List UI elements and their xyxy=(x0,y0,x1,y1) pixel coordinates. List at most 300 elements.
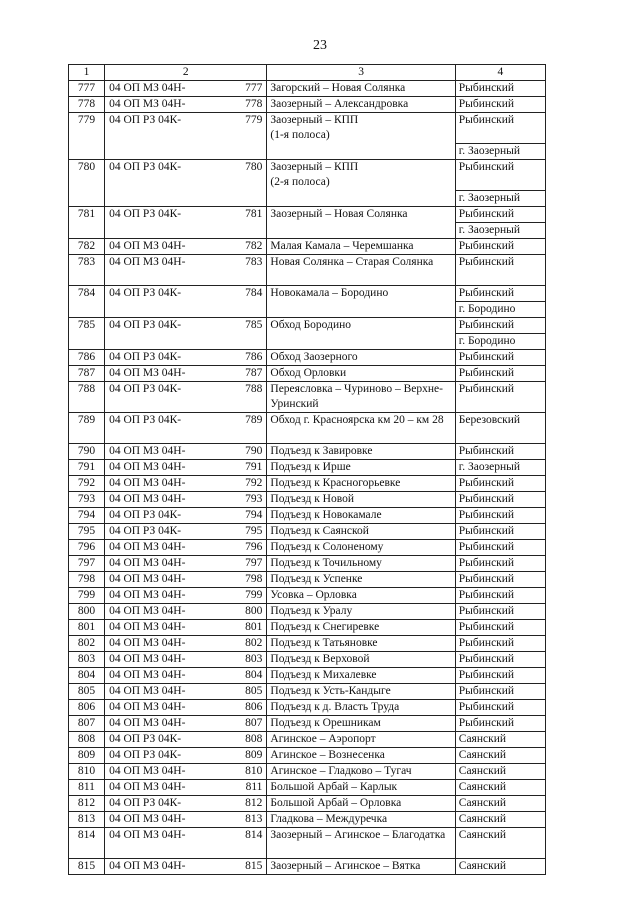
road-name: Новая Солянка – Старая Солянка xyxy=(267,255,455,286)
road-code-cell xyxy=(105,796,267,812)
road-code: 04 ОП РЗ 04К- xyxy=(109,287,182,299)
road-code: 04 ОП РЗ 04К- xyxy=(109,114,182,126)
district-cell xyxy=(455,113,545,160)
road-code: 04 ОП РЗ 04К- xyxy=(109,733,182,745)
table-row xyxy=(69,556,546,572)
road-name: Обход Бородино xyxy=(267,318,455,350)
table-row xyxy=(69,732,546,748)
district-cell xyxy=(455,572,545,588)
road-code-cell xyxy=(105,460,267,476)
row-number: 804 xyxy=(69,668,105,684)
district-cell xyxy=(455,540,545,556)
road-code-cell xyxy=(105,652,267,668)
row-number: 786 xyxy=(69,350,105,366)
district: Саянский xyxy=(458,797,506,809)
district-cell xyxy=(455,508,545,524)
table-row xyxy=(69,812,546,828)
road-name: Подъезд к Красногорьевке xyxy=(267,476,455,492)
table-row xyxy=(69,524,546,540)
district-cell xyxy=(455,97,545,113)
district: г. Заозерный xyxy=(458,461,520,473)
table-row xyxy=(69,636,546,652)
row-number: 815 xyxy=(69,859,105,875)
road-code-number: 791 xyxy=(245,461,263,473)
road-name: Большой Арбай – Карлык xyxy=(267,780,455,796)
road-code: 04 ОП МЗ 04Н- xyxy=(109,573,186,585)
road-code: 04 ОП МЗ 04Н- xyxy=(109,461,186,473)
road-code-cell xyxy=(105,318,267,350)
road-name: Агинское – Гладково – Тугач xyxy=(267,764,455,780)
row-number: 784 xyxy=(69,286,105,318)
road-code-number: 790 xyxy=(245,445,263,457)
district-cell xyxy=(455,588,545,604)
road-code: 04 ОП МЗ 04Н- xyxy=(109,765,186,777)
table-row xyxy=(69,113,546,160)
table-row xyxy=(69,572,546,588)
table-row xyxy=(69,366,546,382)
district-cell xyxy=(455,668,545,684)
row-number: 806 xyxy=(69,700,105,716)
road-name: Подъезд к Михалевке xyxy=(267,668,455,684)
road-name: Подъезд к Орешникам xyxy=(267,716,455,732)
district-cell xyxy=(455,859,545,875)
row-number: 793 xyxy=(69,492,105,508)
district: Рыбинский xyxy=(458,653,515,665)
road-name: Подъезд к Солоненому xyxy=(267,540,455,556)
table-row xyxy=(69,255,546,286)
row-number: 798 xyxy=(69,572,105,588)
road-code: 04 ОП МЗ 04Н- xyxy=(109,98,186,110)
road-code: 04 ОП МЗ 04Н- xyxy=(109,256,186,268)
road-code-number: 794 xyxy=(245,509,263,521)
row-number: 785 xyxy=(69,318,105,350)
road-code: 04 ОП РЗ 04К- xyxy=(109,208,182,220)
table-row xyxy=(69,684,546,700)
road-code-number: 800 xyxy=(245,605,263,617)
road-name: Подъезд к Успенке xyxy=(267,572,455,588)
road-code-number: 780 xyxy=(245,161,263,173)
district: Рыбинский xyxy=(456,113,545,144)
road-code-number: 793 xyxy=(245,493,263,505)
district-secondary: г. Заозерный xyxy=(458,145,520,157)
road-code: 04 ОП РЗ 04К- xyxy=(109,319,182,331)
road-name: Переясловка – Чуриново – Верхне-Уринский xyxy=(267,382,455,413)
district-cell xyxy=(455,413,545,444)
road-code-cell xyxy=(105,828,267,859)
district: Рыбинский xyxy=(456,318,545,334)
road-name: Заозерный – КПП (2-я полоса) xyxy=(267,160,455,207)
road-code-cell xyxy=(105,604,267,620)
district-cell xyxy=(455,318,545,350)
district: Рыбинский xyxy=(458,367,515,379)
district-cell xyxy=(455,636,545,652)
road-code-number: 782 xyxy=(245,240,263,252)
district-cell xyxy=(455,286,545,318)
road-code-cell xyxy=(105,81,267,97)
district: Рыбинский xyxy=(458,477,515,489)
road-name: Заозерный – КПП (1-я полоса) xyxy=(267,113,455,160)
column-header-4: 4 xyxy=(455,65,545,81)
road-code-cell xyxy=(105,700,267,716)
district: Саянский xyxy=(458,733,506,745)
district: Саянский xyxy=(458,749,506,761)
district-secondary: г. Заозерный xyxy=(458,224,520,236)
row-number: 803 xyxy=(69,652,105,668)
row-number: 782 xyxy=(69,239,105,255)
road-code: 04 ОП МЗ 04Н- xyxy=(109,781,186,793)
road-code-cell xyxy=(105,508,267,524)
district-cell xyxy=(455,812,545,828)
district-secondary: г. Бородино xyxy=(458,335,516,347)
row-number: 800 xyxy=(69,604,105,620)
road-name: Заозерный – Агинское – Благодатка xyxy=(267,828,455,859)
district: Рыбинский xyxy=(458,669,515,681)
road-name: Малая Камала – Черемшанка xyxy=(267,239,455,255)
road-code-cell xyxy=(105,524,267,540)
table-row xyxy=(69,286,546,318)
column-header-2: 2 xyxy=(105,65,267,81)
row-number: 795 xyxy=(69,524,105,540)
road-code: 04 ОП МЗ 04Н- xyxy=(109,860,186,872)
road-code-number: 810 xyxy=(245,765,263,777)
district-cell xyxy=(455,460,545,476)
district: Рыбинский xyxy=(458,82,515,94)
road-code: 04 ОП РЗ 04К- xyxy=(109,161,182,173)
road-code-number: 804 xyxy=(245,669,263,681)
road-code-number: 797 xyxy=(245,557,263,569)
table-row xyxy=(69,700,546,716)
road-code-number: 815 xyxy=(245,860,263,872)
district-cell xyxy=(455,160,545,207)
district: Рыбинский xyxy=(458,573,515,585)
row-number: 802 xyxy=(69,636,105,652)
road-code: 04 ОП МЗ 04Н- xyxy=(109,621,186,633)
road-code: 04 ОП РЗ 04К- xyxy=(109,414,182,426)
district-cell xyxy=(455,828,545,859)
road-code: 04 ОП МЗ 04Н- xyxy=(109,477,186,489)
table-row xyxy=(69,160,546,207)
road-name: Обход г. Красноярска км 20 – км 28 xyxy=(267,413,455,444)
row-number: 788 xyxy=(69,382,105,413)
district: Рыбинский xyxy=(458,541,515,553)
road-name: Обход Заозерного xyxy=(267,350,455,366)
road-name: Подъезд к Ирше xyxy=(267,460,455,476)
road-code-cell xyxy=(105,812,267,828)
road-code-cell xyxy=(105,350,267,366)
district: Рыбинский xyxy=(458,509,515,521)
district: Саянский xyxy=(458,829,506,841)
road-code-cell xyxy=(105,764,267,780)
road-code-number: 809 xyxy=(245,749,263,761)
road-name: Подъезд к Завировке xyxy=(267,444,455,460)
row-number: 810 xyxy=(69,764,105,780)
district-cell xyxy=(455,366,545,382)
road-code-number: 802 xyxy=(245,637,263,649)
table-row xyxy=(69,81,546,97)
road-code: 04 ОП МЗ 04Н- xyxy=(109,493,186,505)
district: Рыбинский xyxy=(456,286,545,302)
district: Рыбинский xyxy=(458,240,515,252)
column-header-3: 3 xyxy=(267,65,455,81)
district: Рыбинский xyxy=(458,605,515,617)
road-code: 04 ОП РЗ 04К- xyxy=(109,509,182,521)
road-code: 04 ОП РЗ 04К- xyxy=(109,749,182,761)
road-code-number: 792 xyxy=(245,477,263,489)
road-name: Подъезд к Новокамале xyxy=(267,508,455,524)
district: Саянский xyxy=(458,781,506,793)
row-number: 799 xyxy=(69,588,105,604)
road-code: 04 ОП МЗ 04Н- xyxy=(109,82,186,94)
row-number: 783 xyxy=(69,255,105,286)
road-code: 04 ОП МЗ 04Н- xyxy=(109,685,186,697)
row-number: 797 xyxy=(69,556,105,572)
road-code-number: 786 xyxy=(245,351,263,363)
district: Саянский xyxy=(458,860,506,872)
road-name: Усовка – Орловка xyxy=(267,588,455,604)
road-code-number: 781 xyxy=(245,208,263,220)
table-header-row xyxy=(69,65,546,81)
road-code-number: 807 xyxy=(245,717,263,729)
district-cell xyxy=(455,748,545,764)
district-cell xyxy=(455,524,545,540)
district-cell xyxy=(455,476,545,492)
road-code-number: 778 xyxy=(245,98,263,110)
road-code: 04 ОП МЗ 04Н- xyxy=(109,637,186,649)
road-code-cell xyxy=(105,113,267,160)
table-row xyxy=(69,620,546,636)
table-row xyxy=(69,476,546,492)
road-code-cell xyxy=(105,160,267,207)
table-row xyxy=(69,828,546,859)
table-row xyxy=(69,764,546,780)
road-code-cell xyxy=(105,382,267,413)
road-name: Агинское – Аэропорт xyxy=(267,732,455,748)
road-name: Подъезд к Уралу xyxy=(267,604,455,620)
district-cell xyxy=(455,764,545,780)
district-cell xyxy=(455,620,545,636)
road-code-cell xyxy=(105,556,267,572)
district-cell xyxy=(455,700,545,716)
road-code: 04 ОП МЗ 04Н- xyxy=(109,445,186,457)
row-number: 790 xyxy=(69,444,105,460)
row-number: 814 xyxy=(69,828,105,859)
row-number: 807 xyxy=(69,716,105,732)
road-code-cell xyxy=(105,859,267,875)
road-name: Заозерный – Агинское – Вятка xyxy=(267,859,455,875)
road-code-cell xyxy=(105,716,267,732)
row-number: 792 xyxy=(69,476,105,492)
road-name: Подъезд к Новой xyxy=(267,492,455,508)
row-number: 796 xyxy=(69,540,105,556)
row-number: 780 xyxy=(69,160,105,207)
road-code: 04 ОП МЗ 04Н- xyxy=(109,813,186,825)
district-cell xyxy=(455,255,545,286)
row-number: 809 xyxy=(69,748,105,764)
district-cell xyxy=(455,382,545,413)
row-number: 805 xyxy=(69,684,105,700)
district-secondary: г. Заозерный xyxy=(458,192,520,204)
district: Рыбинский xyxy=(456,207,545,223)
road-code-number: 799 xyxy=(245,589,263,601)
road-code-number: 787 xyxy=(245,367,263,379)
road-code: 04 ОП МЗ 04Н- xyxy=(109,589,186,601)
road-code-number: 796 xyxy=(245,541,263,553)
road-code-number: 808 xyxy=(245,733,263,745)
table-row xyxy=(69,716,546,732)
table-row xyxy=(69,239,546,255)
road-name: Агинское – Вознесенка xyxy=(267,748,455,764)
district: Рыбинский xyxy=(458,557,515,569)
district: Рыбинский xyxy=(458,701,515,713)
road-code-cell xyxy=(105,780,267,796)
road-code-cell xyxy=(105,540,267,556)
road-code: 04 ОП РЗ 04К- xyxy=(109,351,182,363)
table-row xyxy=(69,652,546,668)
district: Березовский xyxy=(458,414,521,426)
road-name: Подъезд к Снегиревке xyxy=(267,620,455,636)
district: Рыбинский xyxy=(458,445,515,457)
district-cell xyxy=(455,604,545,620)
district-cell xyxy=(455,684,545,700)
table-row xyxy=(69,350,546,366)
district-cell xyxy=(455,652,545,668)
table-row xyxy=(69,207,546,239)
road-name: Обход Орловки xyxy=(267,366,455,382)
road-code: 04 ОП РЗ 04К- xyxy=(109,525,182,537)
road-name: Подъезд к Саянской xyxy=(267,524,455,540)
road-code-number: 779 xyxy=(245,114,263,126)
district: Рыбинский xyxy=(458,256,515,268)
row-number: 791 xyxy=(69,460,105,476)
table-row xyxy=(69,859,546,875)
table-row xyxy=(69,413,546,444)
road-name: Подъезд к Усть-Кандыге xyxy=(267,684,455,700)
road-code-cell xyxy=(105,588,267,604)
road-name: Подъезд к Верховой xyxy=(267,652,455,668)
road-code-cell xyxy=(105,207,267,239)
road-name: Подъезд к Татьяновке xyxy=(267,636,455,652)
row-number: 787 xyxy=(69,366,105,382)
district: Рыбинский xyxy=(458,621,515,633)
road-code-number: 814 xyxy=(245,829,263,841)
road-code-number: 813 xyxy=(245,813,263,825)
road-code: 04 ОП МЗ 04Н- xyxy=(109,367,186,379)
road-code: 04 ОП МЗ 04Н- xyxy=(109,605,186,617)
road-code-number: 803 xyxy=(245,653,263,665)
road-code-cell xyxy=(105,732,267,748)
district: Рыбинский xyxy=(458,637,515,649)
road-code-cell xyxy=(105,97,267,113)
road-name: Подъезд к Точильному xyxy=(267,556,455,572)
road-code-cell xyxy=(105,366,267,382)
road-code: 04 ОП МЗ 04Н- xyxy=(109,701,186,713)
table-row xyxy=(69,604,546,620)
row-number: 778 xyxy=(69,97,105,113)
district: Рыбинский xyxy=(458,98,515,110)
road-code-number: 811 xyxy=(245,781,263,793)
district-cell xyxy=(455,796,545,812)
table-row xyxy=(69,780,546,796)
district: Рыбинский xyxy=(456,160,545,191)
district-secondary: г. Бородино xyxy=(458,303,516,315)
road-code-cell xyxy=(105,748,267,764)
district-cell xyxy=(455,492,545,508)
road-name: Подъезд к д. Власть Труда xyxy=(267,700,455,716)
road-code-cell xyxy=(105,668,267,684)
table-row xyxy=(69,97,546,113)
road-code-cell xyxy=(105,492,267,508)
road-code-cell xyxy=(105,572,267,588)
road-code-cell xyxy=(105,684,267,700)
road-name: Новокамала – Бородино xyxy=(267,286,455,318)
road-code: 04 ОП РЗ 04К- xyxy=(109,797,182,809)
road-code: 04 ОП МЗ 04Н- xyxy=(109,829,186,841)
road-code-cell xyxy=(105,636,267,652)
row-number: 801 xyxy=(69,620,105,636)
row-number: 812 xyxy=(69,796,105,812)
district-cell xyxy=(455,207,545,239)
district-cell xyxy=(455,444,545,460)
district: Рыбинский xyxy=(458,493,515,505)
road-code-number: 798 xyxy=(245,573,263,585)
road-code: 04 ОП МЗ 04Н- xyxy=(109,541,186,553)
table-row xyxy=(69,796,546,812)
row-number: 794 xyxy=(69,508,105,524)
road-code: 04 ОП МЗ 04Н- xyxy=(109,240,186,252)
district-cell xyxy=(455,556,545,572)
road-code: 04 ОП МЗ 04Н- xyxy=(109,653,186,665)
road-code-number: 789 xyxy=(245,414,263,426)
table-row xyxy=(69,668,546,684)
road-code-cell xyxy=(105,620,267,636)
district: Рыбинский xyxy=(458,589,515,601)
district-cell xyxy=(455,780,545,796)
road-code-cell xyxy=(105,286,267,318)
district-cell xyxy=(455,350,545,366)
district-cell xyxy=(455,239,545,255)
district: Рыбинский xyxy=(458,525,515,537)
row-number: 781 xyxy=(69,207,105,239)
road-code-number: 805 xyxy=(245,685,263,697)
table-row xyxy=(69,444,546,460)
table-row xyxy=(69,588,546,604)
district: Саянский xyxy=(458,813,506,825)
road-code: 04 ОП МЗ 04Н- xyxy=(109,557,186,569)
table-row xyxy=(69,382,546,413)
road-name: Загорский – Новая Солянка xyxy=(267,81,455,97)
road-name: Заозерный – Новая Солянка xyxy=(267,207,455,239)
column-header-1: 1 xyxy=(69,65,105,81)
row-number: 789 xyxy=(69,413,105,444)
row-number: 777 xyxy=(69,81,105,97)
road-name: Большой Арбай – Орловка xyxy=(267,796,455,812)
row-number: 779 xyxy=(69,113,105,160)
road-code-cell xyxy=(105,413,267,444)
district: Рыбинский xyxy=(458,383,515,395)
district-cell xyxy=(455,81,545,97)
district-cell xyxy=(455,716,545,732)
table-row xyxy=(69,508,546,524)
road-code-cell xyxy=(105,255,267,286)
road-code-number: 788 xyxy=(245,383,263,395)
road-code: 04 ОП РЗ 04К- xyxy=(109,383,182,395)
road-code: 04 ОП МЗ 04Н- xyxy=(109,717,186,729)
district: Рыбинский xyxy=(458,717,515,729)
table-row xyxy=(69,492,546,508)
page-number: 23 xyxy=(313,38,327,53)
district: Рыбинский xyxy=(458,351,515,363)
road-code-number: 806 xyxy=(245,701,263,713)
